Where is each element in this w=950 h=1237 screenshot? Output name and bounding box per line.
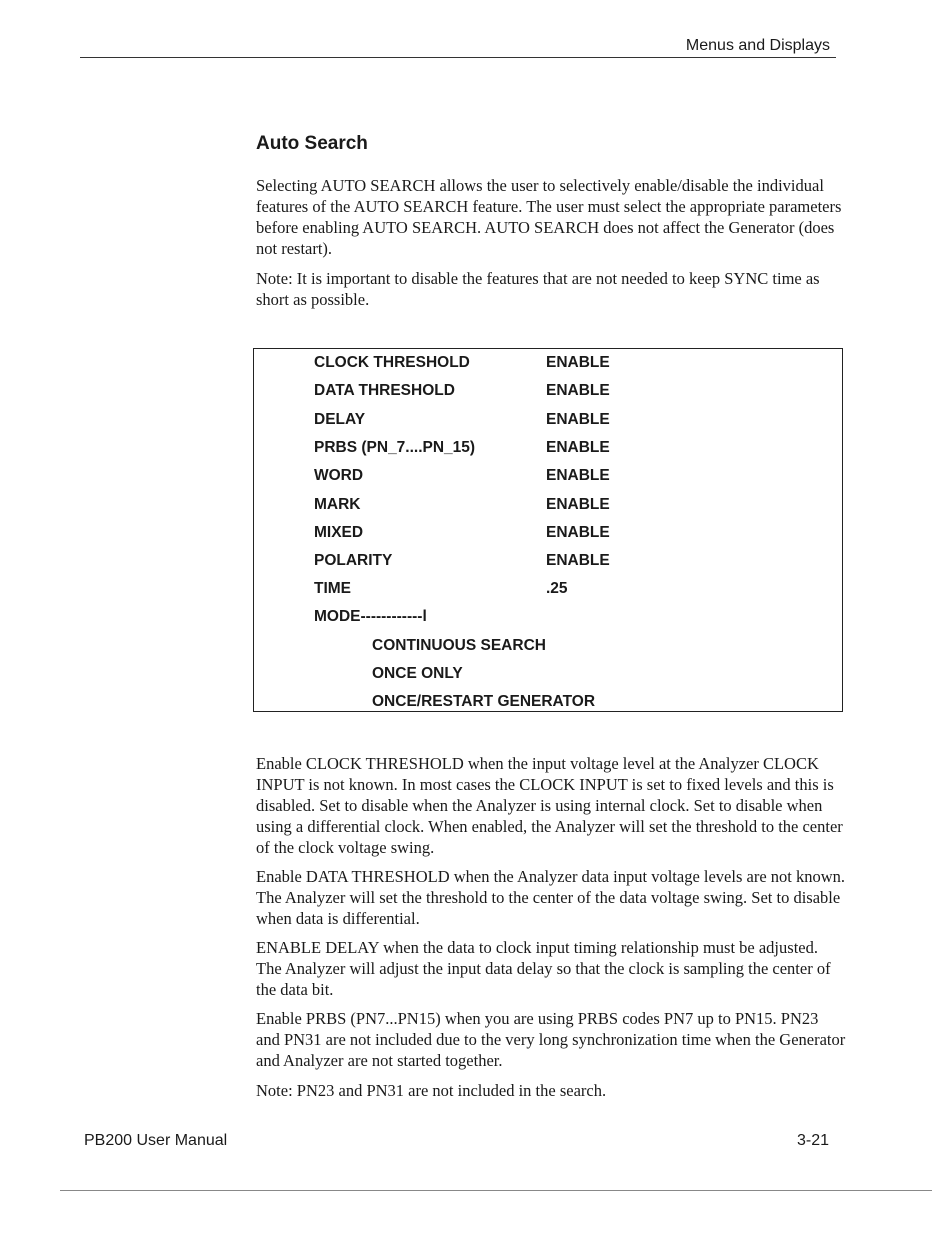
menu-item-value: ENABLE — [546, 354, 610, 371]
menu-item-label: WORD — [314, 467, 364, 484]
menu-item-value: ENABLE — [546, 467, 610, 484]
mode-option-once-restart: ONCE/RESTART GENERATOR — [372, 693, 596, 710]
header-section-name: Menus and Displays — [685, 37, 830, 54]
menu-item-label: POLARITY — [314, 552, 393, 569]
menu-item-label: DELAY — [314, 411, 366, 428]
auto-search-menu — [253, 348, 843, 712]
body-paragraph-prbs: Enable PRBS (PN7...PN15) when you are using PRBS codes PN7 up to PN15. PN23 and PN31 are not included due to the very long synchronization time when the Generator and Analyzer are not started together. — [256, 1009, 846, 1070]
footer-rule — [60, 1190, 932, 1191]
menu-item-value: ENABLE — [546, 411, 610, 428]
menu-item-value: ENABLE — [546, 439, 610, 456]
mode-label: MODE------------l — [314, 608, 427, 625]
intro-paragraph: Selecting AUTO SEARCH allows the user to selectively enable/disable the individual features of the AUTO SEARCH feature. The user must select the appropriate parameters before enabling AUTO SEARCH. AUTO SEARCH does not affect the Generator (does not restart). — [256, 176, 842, 258]
menu-item-value: ENABLE — [546, 496, 610, 513]
footer-page-number: 3-21 — [797, 1132, 830, 1149]
body-paragraph-data-threshold: Enable DATA THRESHOLD when the Analyzer data input voltage levels are not known. The Analyzer will set the threshold to the center of the data voltage swing. Set to disable when data is differential. — [256, 867, 846, 928]
menu-item-label: DATA THRESHOLD — [314, 382, 455, 399]
menu-item-value: .25 — [546, 580, 568, 597]
header-rule — [80, 57, 836, 58]
menu-item-label: PRBS (PN_7....PN_15) — [314, 439, 476, 456]
menu-item-label: CLOCK THRESHOLD — [314, 354, 470, 371]
menu-item-value: ENABLE — [546, 524, 610, 541]
footer-manual-name: PB200 User Manual — [84, 1132, 228, 1149]
note-paragraph: Note: It is important to disable the features that are not needed to keep SYNC time as short as possible. — [256, 269, 820, 309]
mode-option-continuous: CONTINUOUS SEARCH — [372, 637, 546, 654]
mode-option-once-only: ONCE ONLY — [372, 665, 463, 682]
menu-item-value: ENABLE — [546, 382, 610, 399]
section-title: Auto Search — [256, 133, 368, 154]
body-paragraph-clock-threshold: Enable CLOCK THRESHOLD when the input voltage level at the Analyzer CLOCK INPUT is not known. In most cases the CLOCK INPUT is set to fixed levels and this is disabled. Set to disable when the Analyzer is using internal clock. Set to disable when using a differential clock. When enabled, the Analyzer will set the threshold to the center of the clock voltage swing. — [256, 754, 843, 857]
menu-item-label: MARK — [314, 496, 361, 513]
menu-item-label: MIXED — [314, 524, 364, 541]
menu-item-label: TIME — [314, 580, 352, 597]
body-paragraph-note: Note: PN23 and PN31 are not included in the search. — [256, 1081, 607, 1100]
menu-item-value: ENABLE — [546, 552, 610, 569]
body-paragraph-delay: ENABLE DELAY when the data to clock input timing relationship must be adjusted. The Analyzer will adjust the input data delay so that the clock is sampling the center of the data bit. — [256, 938, 831, 999]
